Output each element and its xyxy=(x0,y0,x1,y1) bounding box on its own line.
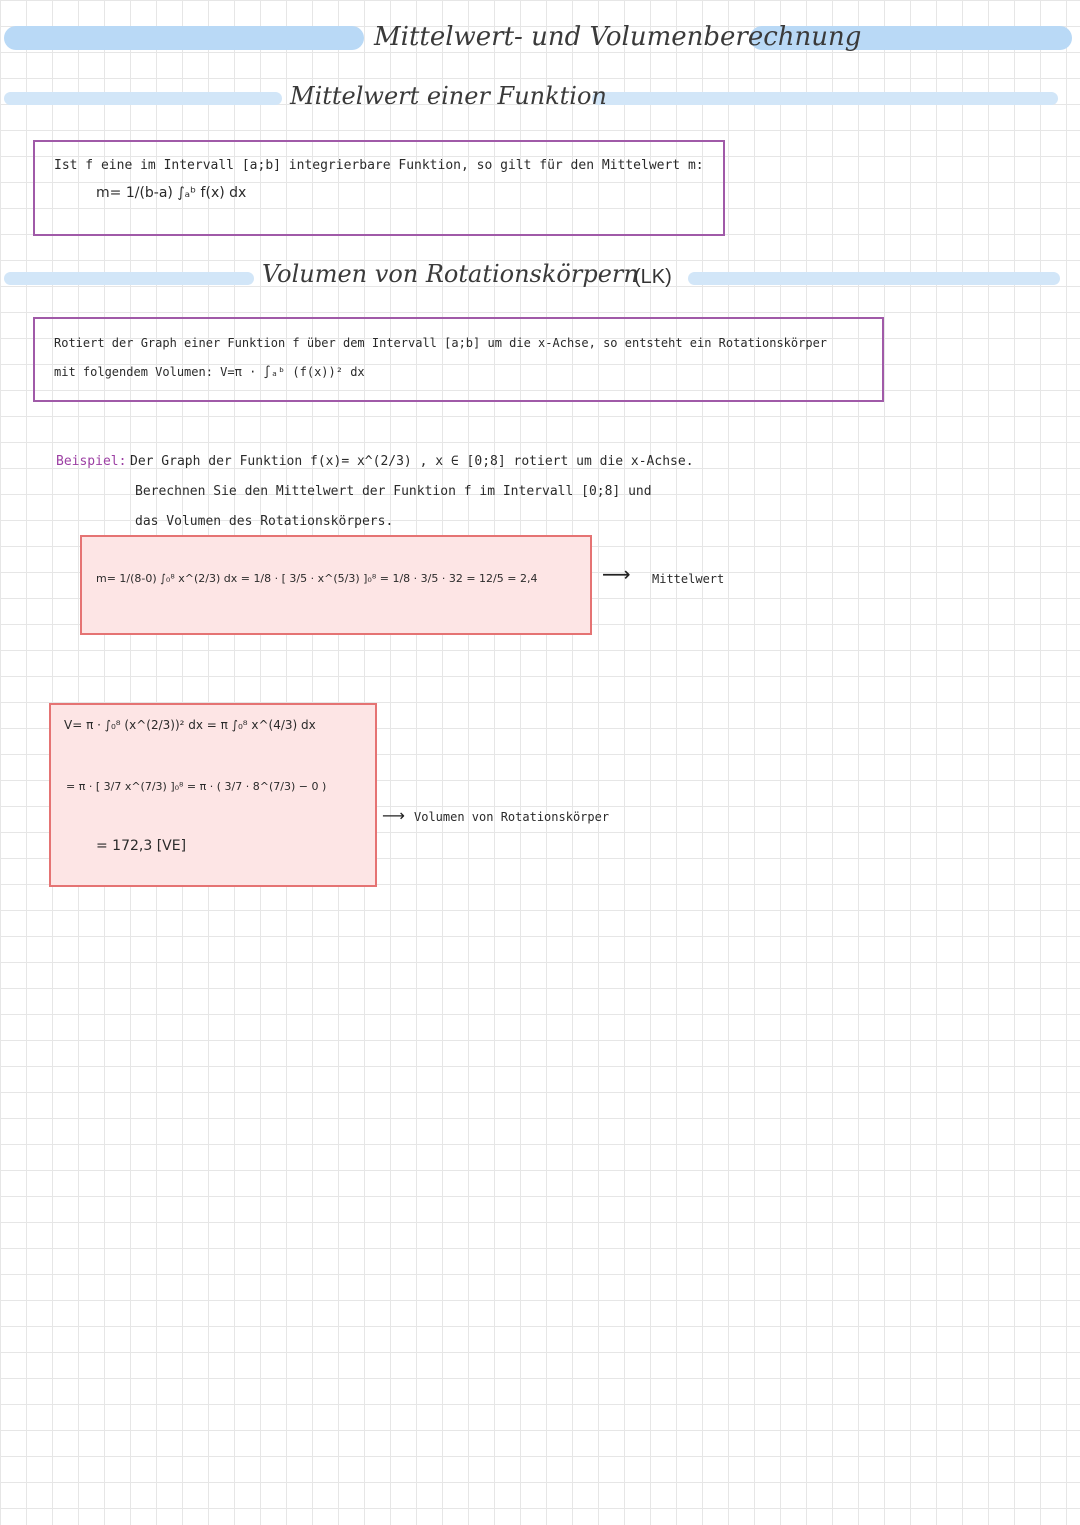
section-heading-mittelwert: Mittelwert einer Funktion xyxy=(290,82,607,110)
mittelwert-arrow-label: Mittelwert xyxy=(652,572,725,586)
volumen-calc-line3: = 172,3 [VE] xyxy=(96,838,187,854)
volumen-calc-line2: = π · [ 3/7 x^(7/3) ]₀⁸ = π · ( 3/7 · 8^(7/3) − 0 ) xyxy=(66,780,327,793)
arrow-right-icon-2: ⟶ xyxy=(382,806,405,825)
definition-volumen-line1: Rotiert der Graph einer Funktion f über dem Intervall [a;b] um die x-Achse, so entsteht ein Rotationskörper xyxy=(54,336,828,350)
mittelwert-calc-box xyxy=(80,535,592,635)
page-title: Mittelwert- und Volumenberechnung xyxy=(374,22,862,52)
beispiel-line3: das Volumen des Rotationskörpers. xyxy=(135,514,394,529)
beispiel-label: Beispiel: xyxy=(56,454,127,469)
volumen-calc-line1: V= π · ∫₀⁸ (x^(2/3))² dx = π ∫₀⁸ x^(4/3) dx xyxy=(64,718,316,732)
definition-mittelwert-text: Ist f eine im Intervall [a;b] integrierbare Funktion, so gilt für den Mittelwert m: xyxy=(54,158,704,173)
definition-volumen-line2: mit folgendem Volumen: V=π · ∫ₐᵇ (f(x))² dx xyxy=(54,365,365,379)
definition-box-volumen xyxy=(33,317,884,402)
arrow-right-icon: ⟶ xyxy=(602,562,631,586)
heading-bar-left-1 xyxy=(4,92,282,105)
beispiel-line2: Berechnen Sie den Mittelwert der Funktion f im Intervall [0;8] und xyxy=(135,484,652,499)
definition-mittelwert-formula: m= 1/(b-a) ∫ₐᵇ f(x) dx xyxy=(96,185,247,201)
heading-bar-right-2 xyxy=(688,272,1060,285)
beispiel-line1: Der Graph der Funktion f(x)= x^(2/3) , x ∈ [0;8] rotiert um die x-Achse. xyxy=(130,454,694,469)
heading-bar-left-2 xyxy=(4,272,254,285)
mittelwert-calc-expression: m= 1/(8-0) ∫₀⁸ x^(2/3) dx = 1/8 · [ 3/5 · x^(5/3) ]₀⁸ = 1/8 · 3/5 · 32 = 12/5 = 2,4 xyxy=(96,572,538,585)
heading-bar-right-1 xyxy=(592,92,1058,105)
section-heading-tag: (LK) xyxy=(634,266,672,288)
title-bar-left xyxy=(4,26,364,50)
volumen-arrow-label: Volumen von Rotationskörper xyxy=(414,810,610,824)
section-heading-volumen: Volumen von Rotationskörpern xyxy=(262,260,639,288)
